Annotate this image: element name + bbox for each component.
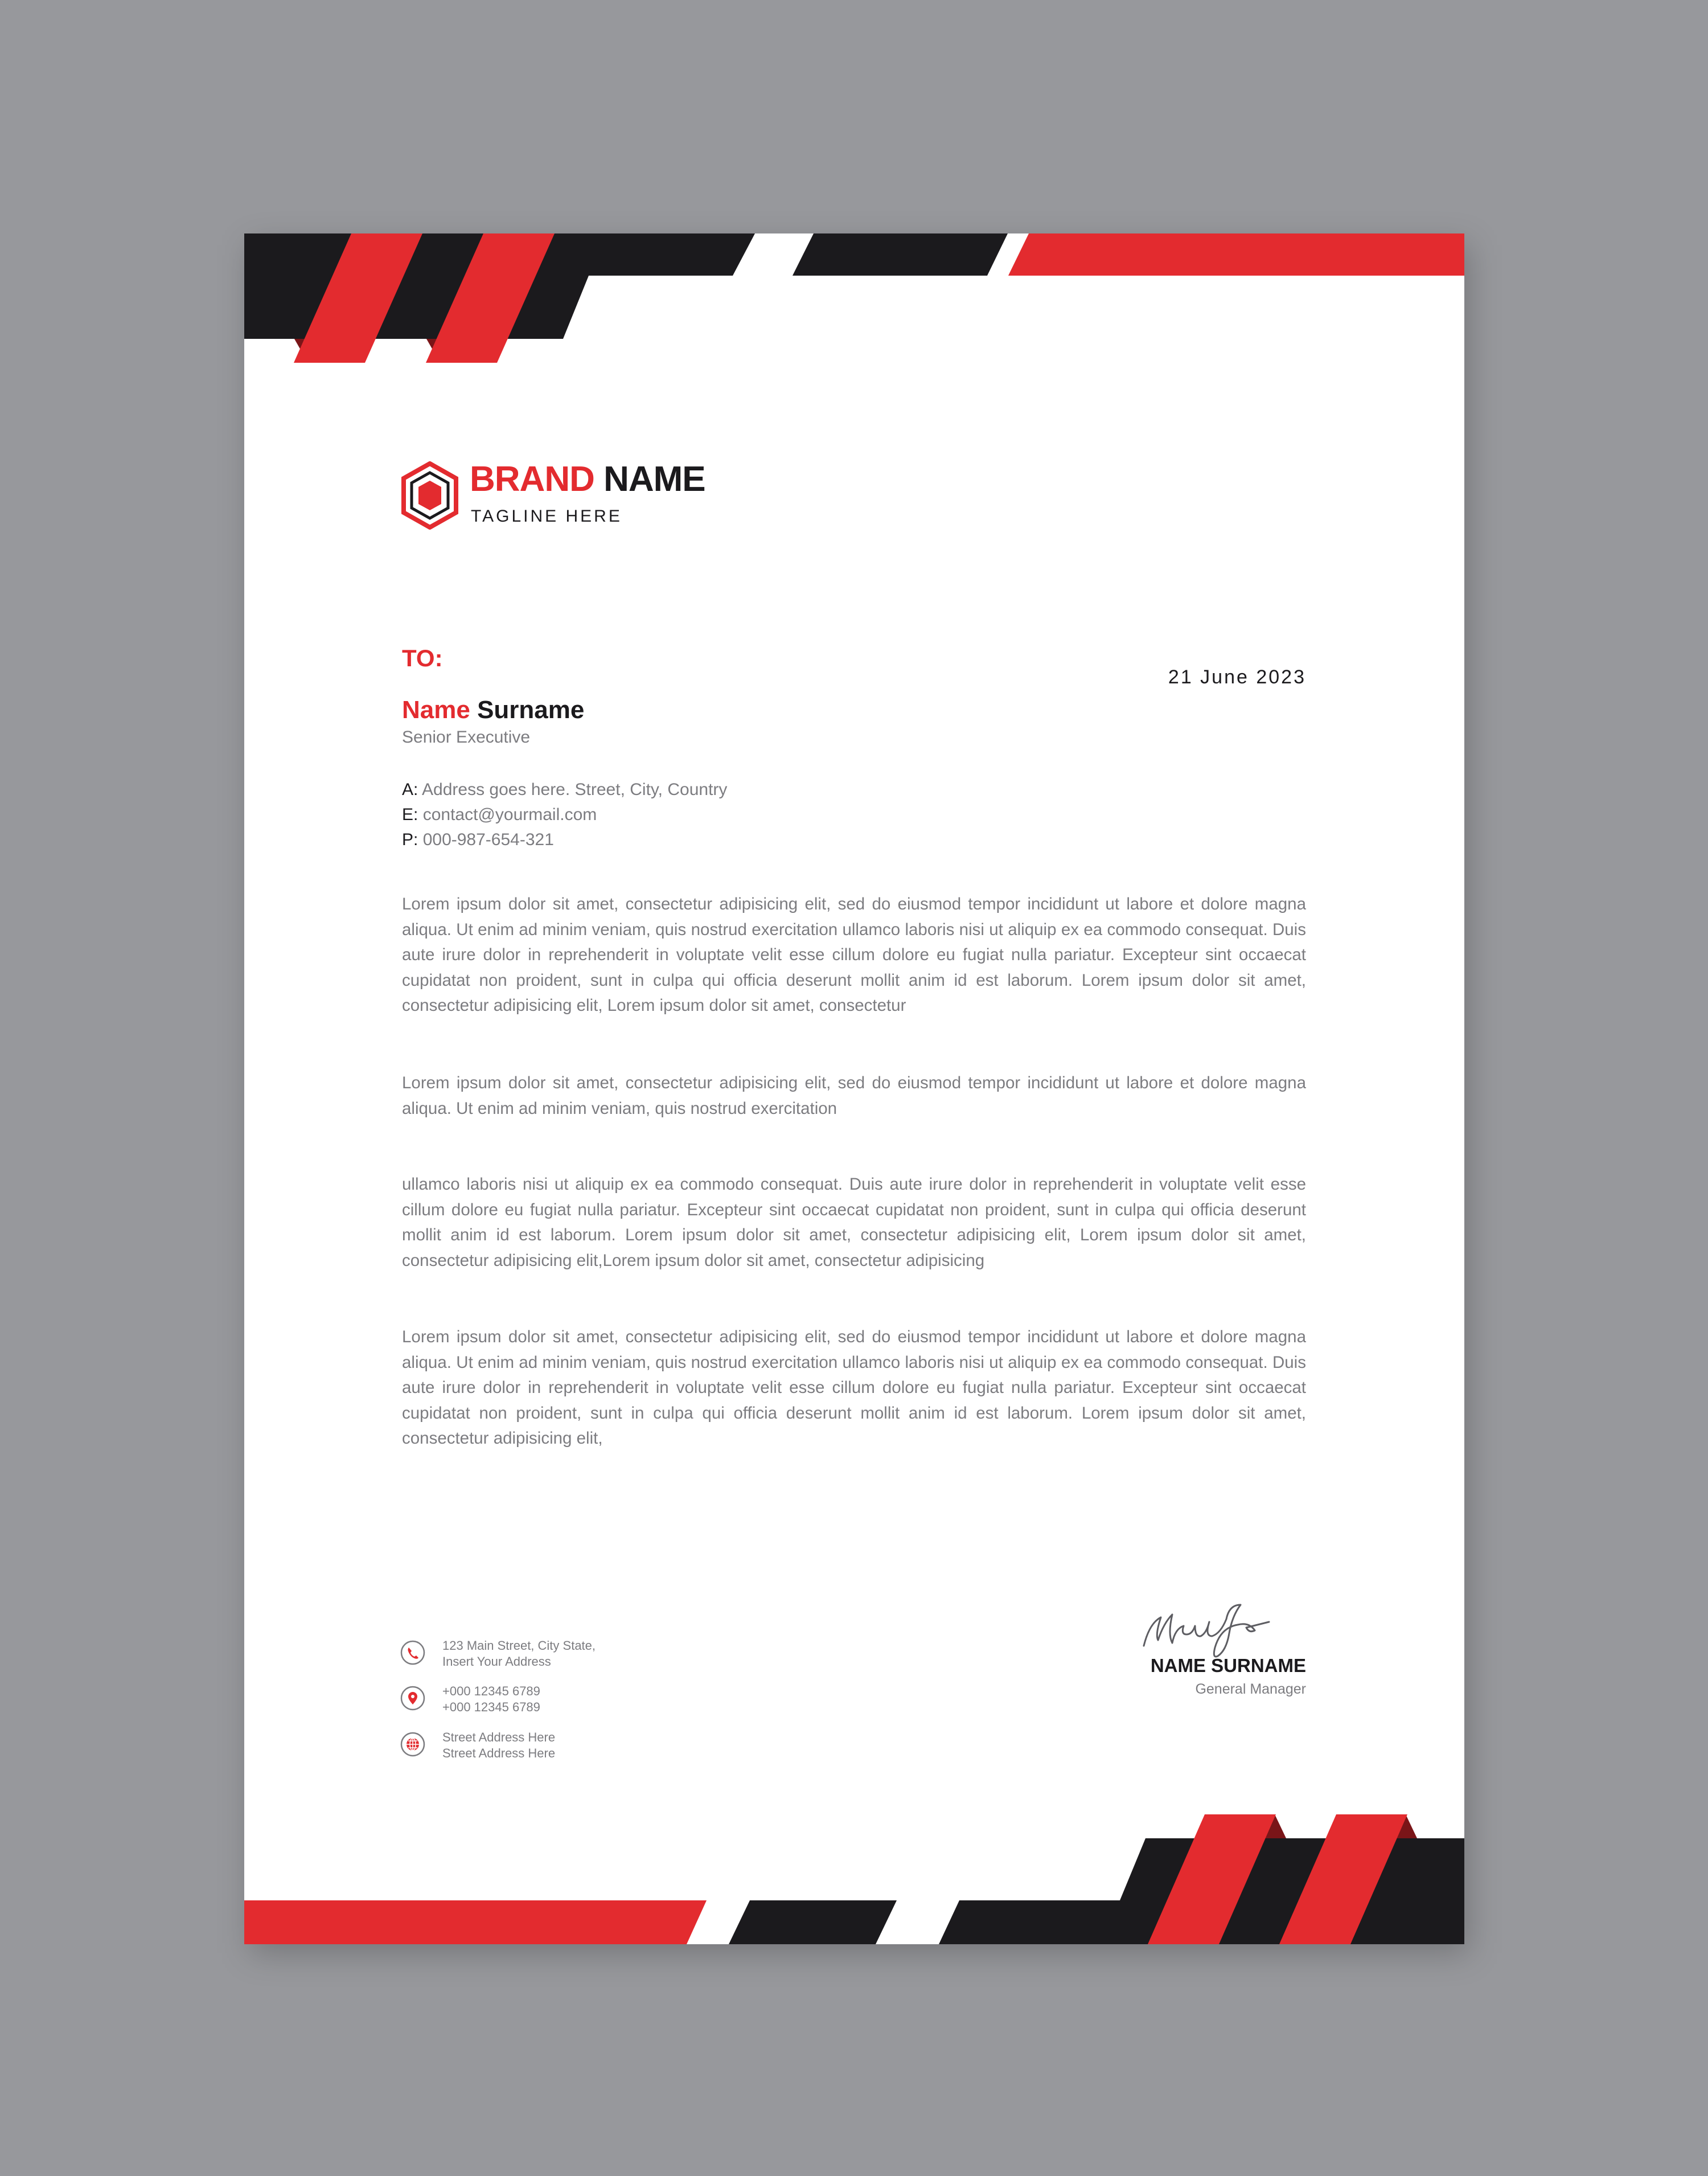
location-pin-icon (400, 1686, 425, 1711)
contact-value: 000-987-654-321 (422, 830, 554, 849)
to-label: TO: (402, 645, 443, 671)
recipient-contacts (402, 777, 727, 853)
footer-phone (400, 1683, 696, 1723)
contact-key: E: (402, 805, 418, 824)
footer-line: 123 Main Street, City State, (442, 1638, 596, 1653)
letter-date: 21 June 2023 (1168, 666, 1306, 688)
letterhead-page (244, 233, 1464, 1944)
handwritten-signature (1138, 1583, 1309, 1663)
footer-line: Insert Your Address (442, 1654, 551, 1669)
brand-name (470, 459, 705, 499)
brand-tagline: TAGLINE HERE (471, 507, 622, 526)
contact-email (402, 802, 727, 827)
footer-line: Street Address Here (442, 1730, 556, 1744)
contact-value: Address goes here. Street, City, Country (422, 780, 728, 799)
body-paragraph-1: Lorem ipsum dolor sit amet, consectetur adipisicing elit, sed do eiusmod tempor incididunt ut labore et dolore magna aliqua. Ut enim ad minim veniam, quis nostrud exercitation ullamco laboris nisi ut aliquip ex ea commodo consequat. Duis aute irure dolor in reprehenderit in voluptate velit esse cillum dolore eu fugiat nulla pariatur. Excepteur sint occaecat cupidatat non proident, sunt in culpa qui officia deserunt mollit anim id est laborum. Lorem ipsum dolor sit amet, consectetur adipisicing elit, Lorem ipsum dolor sit amet, consectetur (402, 895, 1306, 1015)
body-paragraph-3: ullamco laboris nisi ut aliquip ex ea commodo consequat. Duis aute irure dolor in reprehenderit in voluptate velit esse cillum dolore eu fugiat nulla pariatur. Excepteur sint occaecat cupidatat non proident, sunt in culpa qui officia deserunt mollit anim id est laborum. Lorem ipsum dolor sit amet, consectetur adipisicing elit, Lorem ipsum dolor sit amet, consectetur adipisicing elit,Lorem ipsum dolor sit amet, consectetur adipisicing (402, 1175, 1306, 1270)
footer-line: +000 12345 6789 (442, 1700, 540, 1714)
phone-icon (400, 1640, 425, 1665)
recipient-name (402, 696, 584, 724)
brand-name-part2: NAME (603, 460, 705, 499)
contact-key: P: (402, 830, 418, 849)
brand-logo (400, 461, 765, 535)
footer-dark-segment (729, 1900, 897, 1944)
recipient-last-name: Surname (477, 696, 585, 724)
body-paragraph-2: Lorem ipsum dolor sit amet, consectetur adipisicing elit, sed do eiusmod tempor incididunt ut labore et dolore magna aliqua. Ut enim ad minim veniam, quis nostrud exercitation (402, 1073, 1306, 1118)
hexagon-logo-icon (400, 461, 459, 530)
brand-name-part1: BRAND (470, 460, 594, 499)
footer-web (400, 1730, 696, 1769)
header-dark-segment (793, 233, 1008, 276)
contact-key: A: (402, 780, 418, 799)
contact-value: contact@yourmail.com (422, 805, 597, 824)
header-red-band (1008, 233, 1464, 276)
signatory-name: NAME SURNAME (1150, 1655, 1306, 1676)
recipient-title: Senior Executive (402, 728, 531, 747)
globe-icon (400, 1732, 425, 1757)
footer-red-band (244, 1900, 707, 1944)
footer-address-text (442, 1638, 596, 1670)
footer-line: Street Address Here (442, 1746, 556, 1760)
footer-phone-text (442, 1683, 540, 1715)
signatory-role: General Manager (1195, 1681, 1306, 1697)
body-paragraph-4: Lorem ipsum dolor sit amet, consectetur adipisicing elit, sed do eiusmod tempor incididunt ut labore et dolore magna aliqua. Ut enim ad minim veniam, quis nostrud exercitation ullamco laboris nisi ut aliquip ex ea commodo consequat. Duis aute irure dolor in reprehenderit in voluptate velit esse cillum dolore eu fugiat nulla pariatur. Excepteur sint occaecat cupidatat non proident, sunt in culpa qui officia deserunt mollit anim id est laborum. Lorem ipsum dolor sit amet, consectetur adipisicing elit, (402, 1327, 1306, 1448)
footer-address (400, 1638, 696, 1678)
recipient-first-name: Name (402, 696, 470, 724)
footer-web-text (442, 1730, 555, 1761)
contact-address (402, 777, 727, 802)
footer-line: +000 12345 6789 (442, 1684, 540, 1698)
contact-phone (402, 827, 727, 853)
